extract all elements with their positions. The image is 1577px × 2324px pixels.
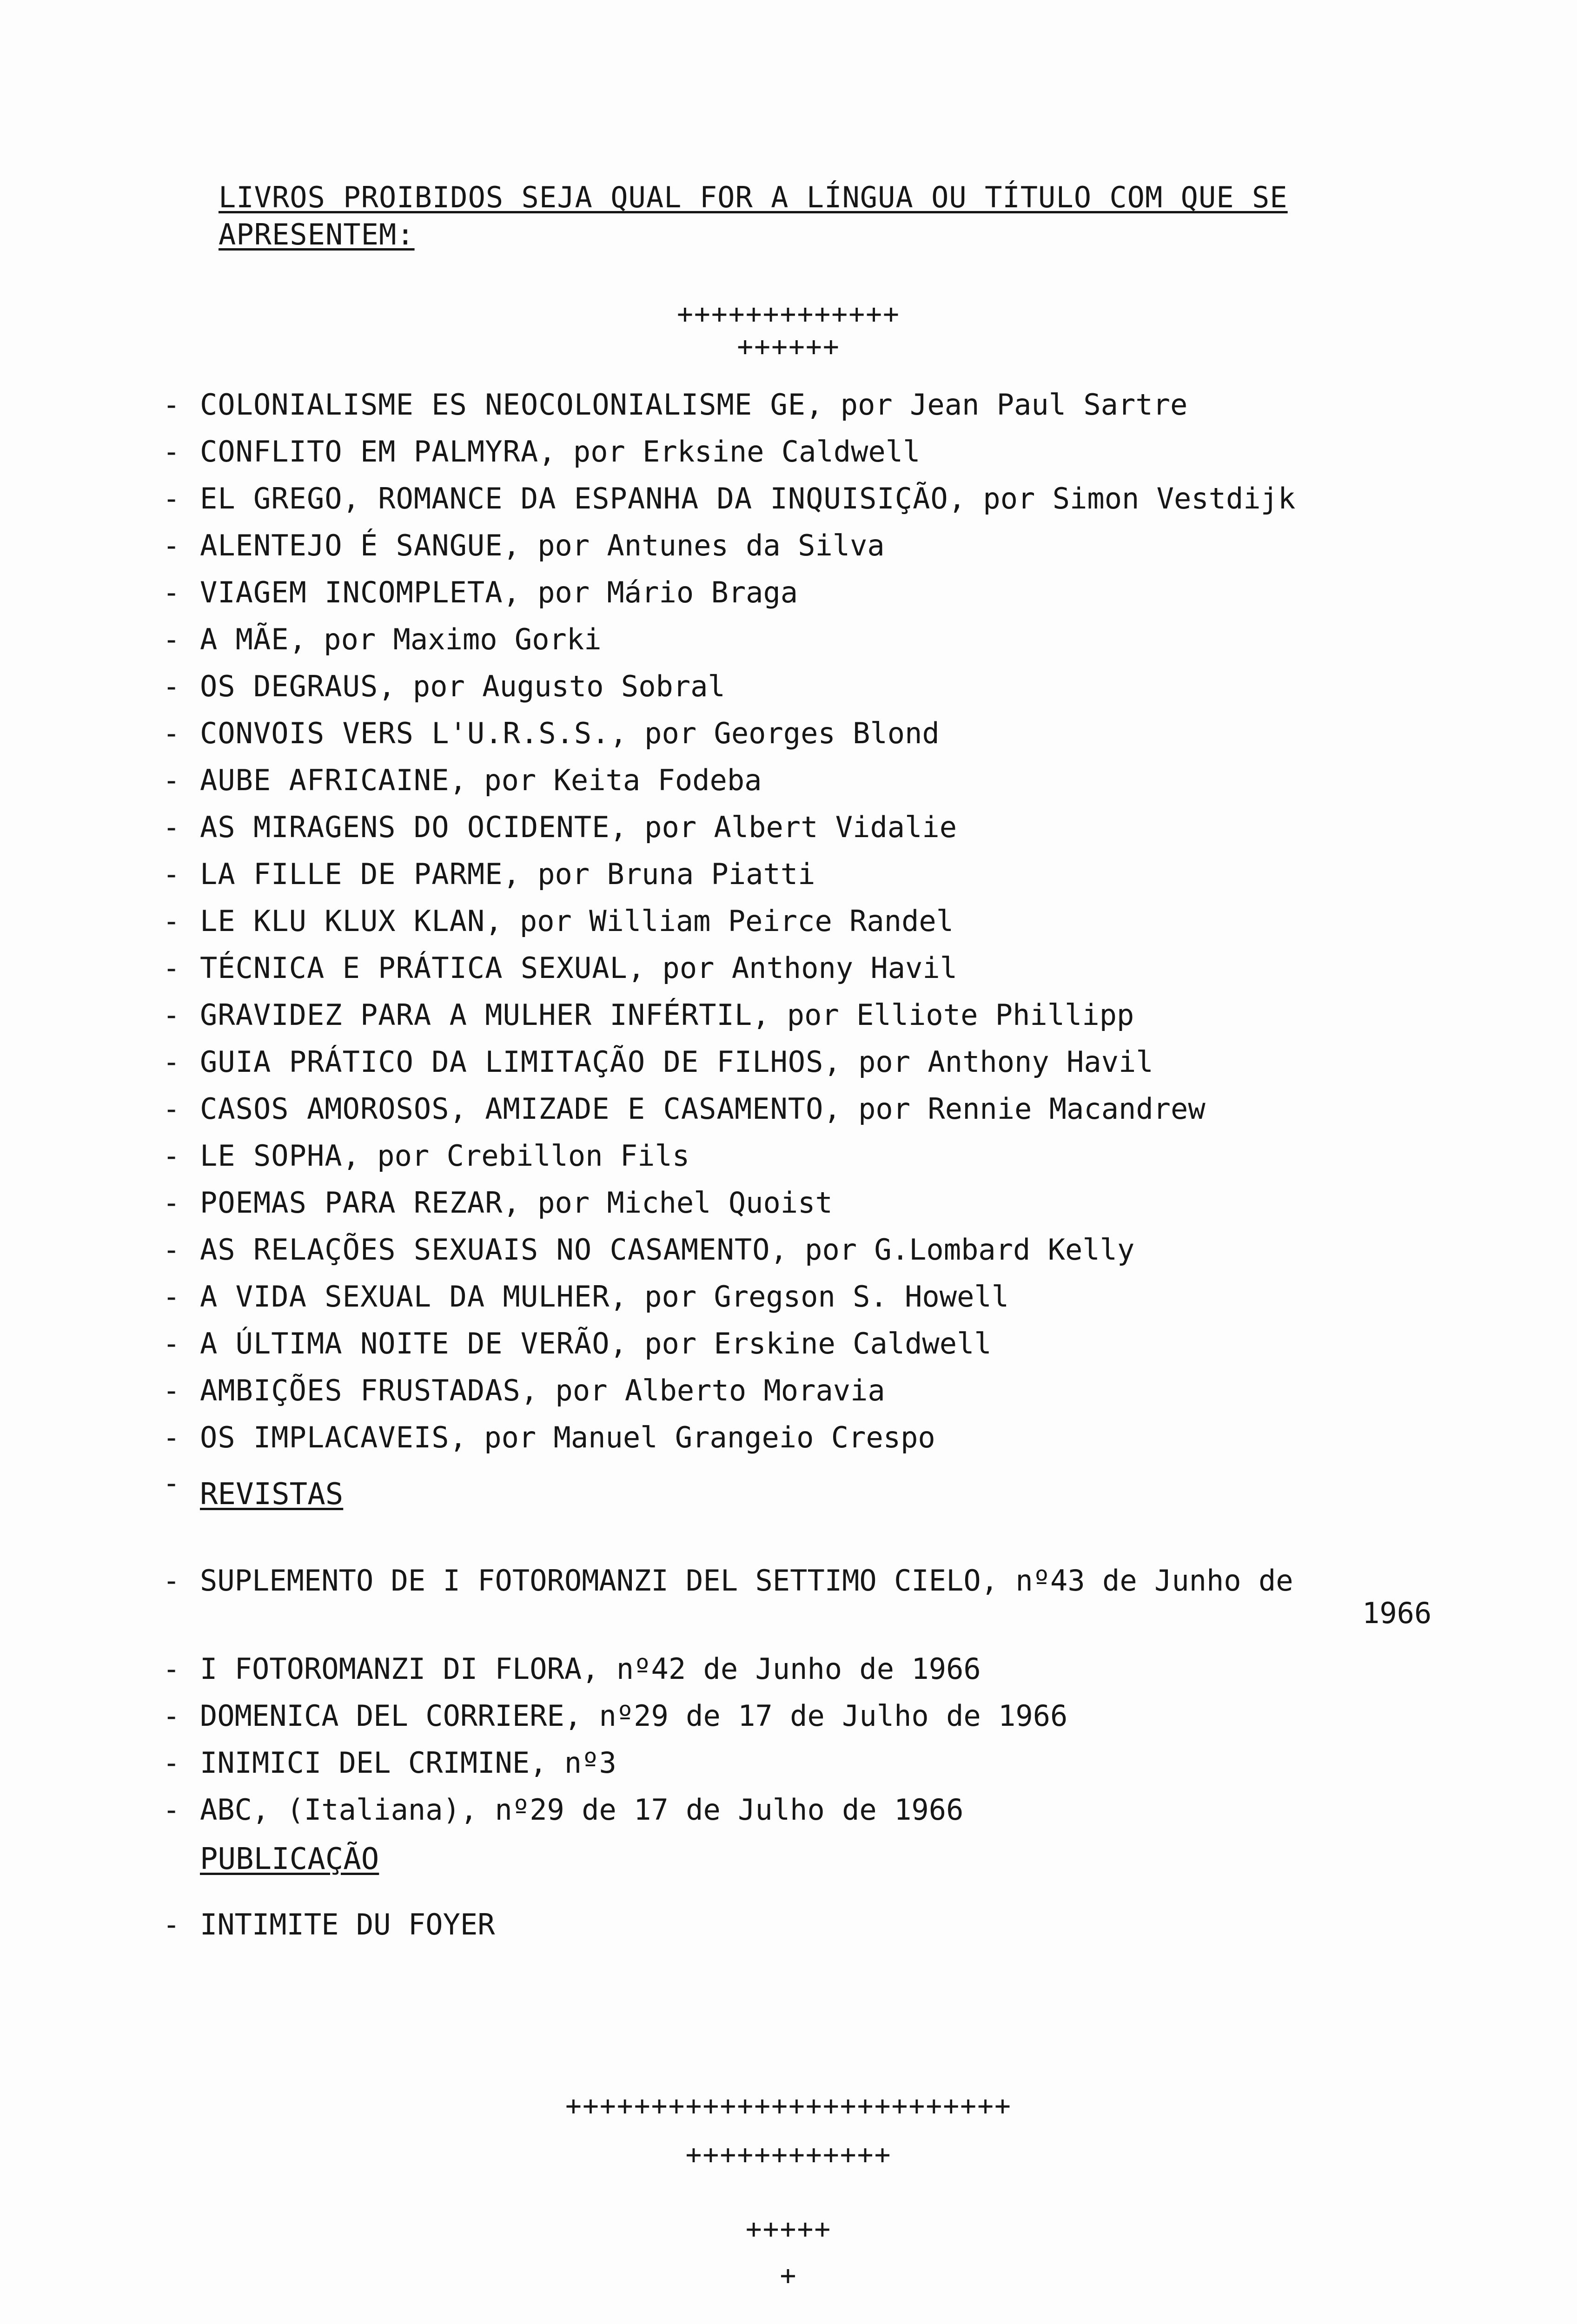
book-author: , por Erksine Caldwell [538, 435, 921, 469]
book-title: CONFLITO EM PALMYRA [200, 435, 539, 469]
book-author: , por Albert Vidalie [610, 810, 957, 844]
list-dash: - [163, 1280, 180, 1314]
list-dash: - [163, 716, 180, 750]
book-list-item [163, 1038, 1511, 1085]
book-author: , por Simon Vestdijk [948, 482, 1296, 515]
list-dash: - [163, 1045, 180, 1079]
revista-entry-continuation: 1966 [1362, 1596, 1432, 1630]
book-author: , por Antunes da Silva [503, 528, 885, 562]
book-entry [200, 381, 1187, 428]
book-entry [200, 1414, 935, 1461]
revista-list-item [163, 1786, 1511, 1833]
book-title: AUBE AFRICAINE [200, 763, 450, 797]
book-list-item [163, 663, 1511, 710]
book-title: OS IMPLACAVEIS [200, 1420, 450, 1454]
book-title: CASOS AMOROSOS, AMIZADE E CASAMENTO [200, 1092, 824, 1126]
publicacao-heading: PUBLICAÇÃO [200, 1842, 379, 1876]
book-entry [200, 851, 815, 898]
list-dash: - [163, 435, 180, 469]
book-title: POEMAS PARA REZAR [200, 1186, 503, 1220]
list-dash: - [163, 1139, 180, 1173]
list-dash: - [163, 388, 180, 422]
book-entry [200, 898, 954, 944]
book-entry [200, 1226, 1134, 1273]
list-dash: - [163, 1186, 180, 1220]
book-title: LE KLU KLUX KLAN [200, 904, 485, 938]
book-list-item [163, 616, 1511, 663]
book-author: , por Manuel Grangeio Crespo [449, 1420, 935, 1454]
book-list-item [163, 851, 1511, 898]
book-author: , por Georges Blond [610, 716, 940, 750]
book-list-item [163, 1085, 1511, 1132]
book-list-item [163, 1132, 1511, 1179]
book-title: CONVOIS VERS L'U.R.S.S. [200, 716, 610, 750]
list-dash: - [163, 998, 180, 1032]
book-list-item [163, 428, 1511, 475]
book-list-item [163, 1179, 1511, 1226]
book-title: VIAGEM INCOMPLETA [200, 575, 503, 609]
list-dash: - [163, 1746, 180, 1780]
book-author: , por Maximo Gorki [289, 622, 602, 656]
list-dash: - [163, 482, 180, 515]
book-list-item [163, 522, 1511, 569]
revista-entry: DOMENICA DEL CORRIERE, nº29 de 17 de Julho de 1966 [200, 1699, 1068, 1733]
book-author: , por Gregson S. Howell [610, 1280, 1009, 1314]
list-dash: - [163, 904, 180, 938]
book-author: , por Elliote Phillipp [752, 998, 1134, 1032]
book-entry [200, 1179, 833, 1226]
book-entry [200, 1132, 689, 1179]
book-title: OS DEGRAUS [200, 669, 378, 703]
list-dash: - [163, 1373, 180, 1407]
book-entry [200, 616, 602, 663]
list-dash: - [163, 1699, 180, 1733]
book-author: , por Keita Fodeba [449, 763, 762, 797]
book-entry [200, 804, 957, 851]
book-list-item [163, 710, 1511, 757]
book-title: AS RELAÇÕES SEXUAIS NO CASAMENTO [200, 1233, 770, 1267]
book-title: A MÃE [200, 622, 289, 656]
revista-entry: I FOTOROMANZI DI FLORA, nº42 de Junho de 1966 [200, 1652, 981, 1686]
book-author: , por Rennie Macandrew [823, 1092, 1206, 1126]
list-dash: - [163, 810, 180, 844]
book-list-item [163, 991, 1511, 1038]
forbidden-books-list [163, 381, 1511, 1461]
book-entry [200, 1038, 1153, 1085]
book-title: GRAVIDEZ PARA A MULHER INFÉRTIL [200, 998, 753, 1032]
list-dash: - [163, 528, 180, 562]
list-dash: - [163, 1564, 180, 1598]
book-entry [200, 944, 957, 991]
book-title: TÉCNICA E PRÁTICA SEXUAL [200, 951, 628, 985]
book-entry [200, 569, 798, 616]
book-entry [200, 663, 725, 710]
book-entry [200, 522, 885, 569]
book-title: LA FILLE DE PARME [200, 857, 503, 891]
book-author: , por Anthony Havil [823, 1045, 1153, 1079]
book-author: , por Alberto Moravia [520, 1373, 885, 1407]
book-title: A ÚLTIMA NOITE DE VERÃO [200, 1327, 610, 1360]
revista-entry: SUPLEMENTO DE I FOTOROMANZI DEL SETTIMO CIELO, nº43 de Junho de [200, 1564, 1293, 1598]
book-entry [200, 757, 762, 804]
book-list-item [163, 898, 1511, 944]
revista-list-item [163, 1692, 1511, 1739]
book-list-item [163, 569, 1511, 616]
book-title: AMBIÇÕES FRUSTADAS [200, 1373, 521, 1407]
list-dash: - [163, 951, 180, 985]
book-author: , por Crebillon Fils [342, 1139, 690, 1173]
list-dash: - [163, 622, 180, 656]
decorative-plus-line: + [780, 2259, 797, 2291]
list-dash: - [163, 1793, 180, 1827]
book-list-item [163, 381, 1511, 428]
book-author: , por Jean Paul Sartre [806, 388, 1188, 422]
list-dash: - [163, 575, 180, 609]
book-entry [200, 475, 1295, 522]
book-list-item [163, 475, 1511, 522]
list-dash: - [163, 669, 180, 703]
list-dash: - [163, 1652, 180, 1686]
revista-list-item [163, 1645, 1511, 1692]
book-title: EL GREGO, ROMANCE DA ESPANHA DA INQUISIÇÃO [200, 482, 948, 515]
book-entry [200, 1085, 1206, 1132]
book-title: AS MIRAGENS DO OCIDENTE [200, 810, 610, 844]
book-entry [200, 1273, 1009, 1320]
book-title: COLONIALISME ES NEOCOLONIALISME GE [200, 388, 806, 422]
book-entry [200, 1320, 992, 1367]
list-dash: - [163, 1420, 180, 1454]
book-title: GUIA PRÁTICO DA LIMITAÇÃO DE FILHOS [200, 1045, 824, 1079]
book-author: , por Anthony Havil [627, 951, 958, 985]
book-list-item [163, 757, 1511, 804]
list-dash: - [163, 763, 180, 797]
book-title: LE SOPHA [200, 1139, 343, 1173]
book-entry [200, 991, 1134, 1038]
book-author: , por Mário Braga [503, 575, 798, 609]
revista-entry: ABC, (Italiana), nº29 de 17 de Julho de 1966 [200, 1793, 964, 1827]
revista-list-item [163, 1557, 1511, 1645]
book-title: ALENTEJO É SANGUE [200, 528, 503, 562]
revista-list-item [163, 1739, 1511, 1786]
decorative-plus-line: ++++++++++++++++++++++++++ [565, 2090, 1012, 2121]
book-title: A VIDA SEXUAL DA MULHER [200, 1280, 610, 1314]
revista-entry: INIMICI DEL CRIMINE, nº3 [200, 1746, 616, 1780]
publicacao-entry: INTIMITE DU FOYER [200, 1908, 495, 1941]
book-entry [200, 428, 920, 475]
decorative-plus-line: +++++ [745, 2213, 832, 2245]
list-dash: - [163, 1466, 180, 1500]
list-dash: - [163, 1092, 180, 1126]
book-author: , por Erskine Caldwell [610, 1327, 992, 1360]
list-dash: - [163, 857, 180, 891]
book-list-item [163, 1226, 1511, 1273]
book-author: , por William Peirce Randel [485, 904, 954, 938]
decorative-plus-line: ++++++++++++ [685, 2139, 892, 2170]
book-author: , por Michel Quoist [503, 1186, 833, 1220]
book-entry [200, 1367, 885, 1414]
book-author: , por G.Lombard Kelly [770, 1233, 1135, 1267]
book-list-item [163, 1367, 1511, 1414]
book-list-item [163, 1273, 1511, 1320]
book-author: , por Bruna Piatti [503, 857, 815, 891]
book-list-item [163, 1414, 1511, 1461]
book-entry [200, 710, 940, 757]
page-title: LIVROS PROIBIDOS SEJA QUAL FOR A LÍNGUA OU TÍTULO COM QUE SE APRESENTEM: [219, 180, 1288, 251]
book-list-item [163, 1320, 1511, 1367]
decorative-plus-line: ++++++ [737, 330, 840, 362]
publicacao-list-item [163, 1901, 1511, 1948]
list-dash: - [163, 1327, 180, 1360]
list-dash: - [163, 1233, 180, 1267]
revistas-heading: REVISTAS [200, 1477, 344, 1512]
publicacao-list [163, 1901, 1511, 1948]
decorative-plus-line: +++++++++++++ [677, 298, 900, 330]
book-list-item [163, 804, 1511, 851]
revistas-list [163, 1557, 1511, 1833]
book-author: , por Augusto Sobral [378, 669, 725, 703]
list-dash: - [163, 1908, 180, 1941]
book-list-item [163, 944, 1511, 991]
